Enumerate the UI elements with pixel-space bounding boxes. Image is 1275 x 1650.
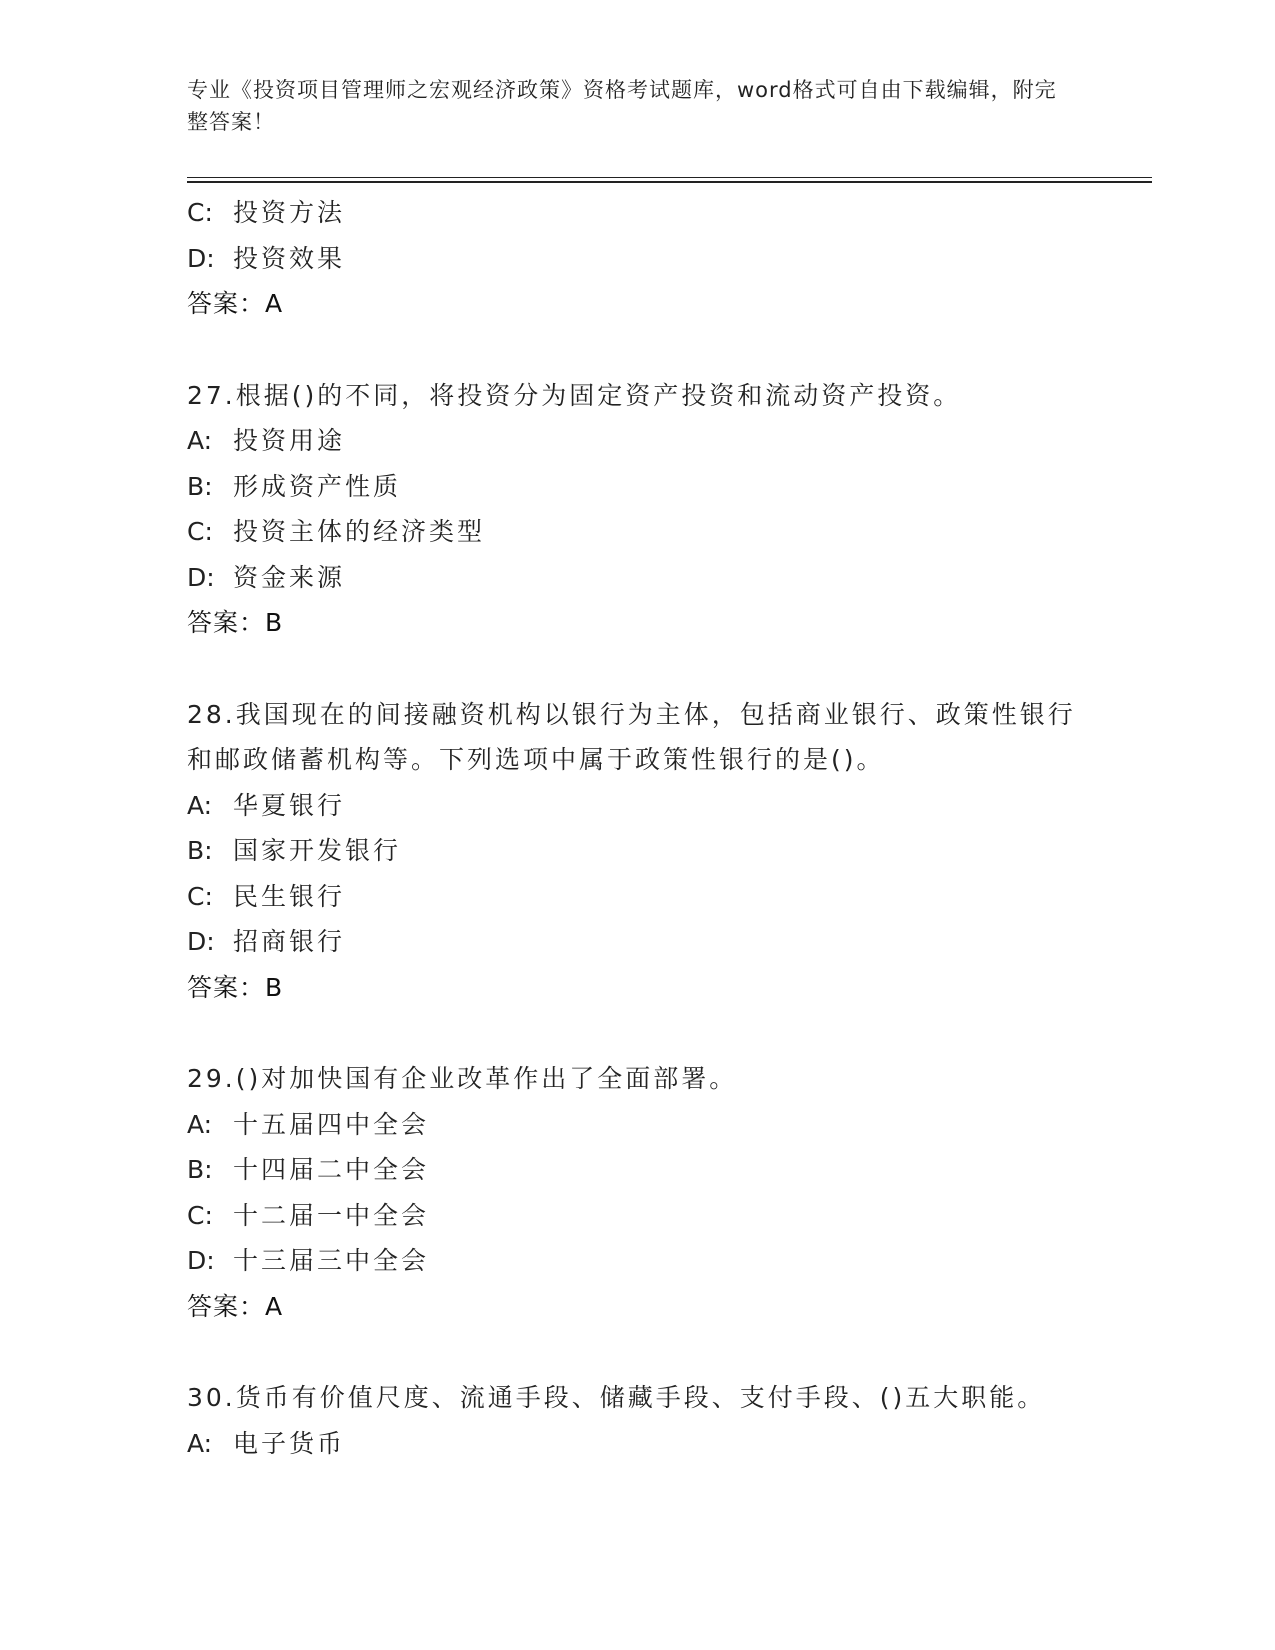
page-header: 专业《投资项目管理师之宏观经济政策》资格考试题库，word格式可自由下载编辑，附完整答案！ xyxy=(187,78,1057,134)
question-29 xyxy=(187,1056,1152,1329)
option-prefix: D: xyxy=(187,1246,215,1275)
spacer xyxy=(187,327,1152,373)
question-text: 28.我国现在的间接融资机构以银行为主体，包括商业银行、政策性银行和邮政储蓄机构等。下列选项中属于政策性银行的是()。 xyxy=(187,699,1076,774)
option-text: 十二届一中全会 xyxy=(233,1200,430,1230)
option-prefix: B: xyxy=(187,1155,213,1184)
option-line xyxy=(187,1147,1152,1193)
question-text: 29.()对加快国有企业改革作出了全面部署。 xyxy=(187,1064,738,1093)
option-prefix: C: xyxy=(187,517,213,546)
option-text: 十四届二中全会 xyxy=(233,1155,430,1184)
option-line xyxy=(187,1421,1152,1467)
spacer xyxy=(187,1010,1152,1056)
header-divider xyxy=(187,177,1152,178)
question-list xyxy=(187,190,1152,1466)
answer-label: 答案： xyxy=(187,608,266,637)
option-line xyxy=(187,1238,1152,1284)
option-text: 形成资产性质 xyxy=(233,471,402,501)
option-text: 十三届三中全会 xyxy=(233,1246,430,1275)
option-prefix: A: xyxy=(187,426,213,455)
option-line xyxy=(187,919,1152,965)
option-prefix: C: xyxy=(187,1200,213,1230)
option-line xyxy=(187,874,1152,920)
answer-value: A xyxy=(265,1291,284,1321)
option-line xyxy=(187,555,1152,601)
option-prefix: D: xyxy=(187,243,215,273)
option-text: 投资效果 xyxy=(233,243,346,273)
option-text: 电子货币 xyxy=(233,1428,346,1458)
answer-line xyxy=(187,281,1152,327)
question-27 xyxy=(187,373,1152,646)
answer-label: 答案： xyxy=(187,1291,266,1321)
option-text: 投资方法 xyxy=(233,198,346,227)
carryover-block xyxy=(187,190,1152,327)
option-text: 资金来源 xyxy=(233,562,346,592)
question-text: 30.货币有价值尺度、流通手段、储藏手段、支付手段、()五大职能。 xyxy=(187,1383,1046,1412)
question-text: 27.根据()的不同，将投资分为固定资产投资和流动资产投资。 xyxy=(187,380,962,410)
option-prefix: C: xyxy=(187,198,213,227)
option-line xyxy=(187,1193,1152,1239)
option-prefix: A: xyxy=(187,790,213,820)
spacer xyxy=(187,646,1152,692)
answer-value: A xyxy=(265,289,284,318)
option-text: 投资用途 xyxy=(233,426,346,455)
option-line xyxy=(187,418,1152,464)
option-line xyxy=(187,236,1152,282)
option-line xyxy=(187,509,1152,555)
answer-value: B xyxy=(265,972,284,1002)
option-line xyxy=(187,464,1152,510)
option-prefix: D: xyxy=(187,562,215,592)
option-text: 民生银行 xyxy=(233,881,346,911)
answer-line xyxy=(187,965,1152,1011)
question-30 xyxy=(187,1375,1152,1466)
option-prefix: D: xyxy=(187,927,215,956)
answer-line xyxy=(187,1284,1152,1330)
answer-label: 答案： xyxy=(187,972,266,1002)
option-prefix: C: xyxy=(187,881,213,911)
option-line xyxy=(187,1102,1152,1148)
option-prefix: B: xyxy=(187,471,213,501)
option-line xyxy=(187,190,1152,236)
option-text: 投资主体的经济类型 xyxy=(233,517,486,546)
option-prefix: A: xyxy=(187,1109,213,1139)
answer-line xyxy=(187,600,1152,646)
option-text: 十五届四中全会 xyxy=(233,1109,430,1139)
answer-label: 答案： xyxy=(187,289,266,318)
option-prefix: A: xyxy=(187,1428,213,1458)
option-prefix: B: xyxy=(187,836,213,865)
option-line xyxy=(187,828,1152,874)
question-28 xyxy=(187,692,1152,1011)
header-divider-thick xyxy=(187,181,1152,183)
spacer xyxy=(187,1329,1152,1375)
option-text: 华夏银行 xyxy=(233,790,346,820)
option-text: 招商银行 xyxy=(233,927,346,956)
option-text: 国家开发银行 xyxy=(233,836,402,865)
answer-value: B xyxy=(265,608,284,637)
option-line xyxy=(187,783,1152,829)
